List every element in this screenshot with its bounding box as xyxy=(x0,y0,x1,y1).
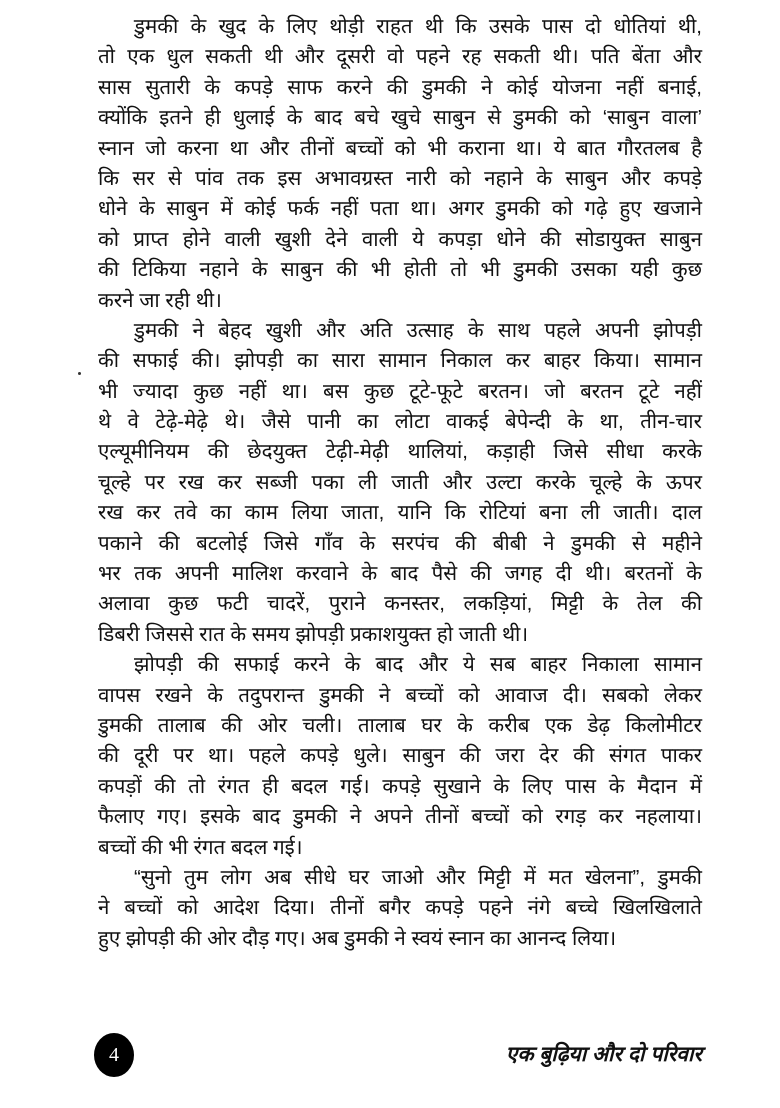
text-line: “सुनो तुम लोग अब सीधे घर जाओ और मिट्टी में मत खेलना”, डुमकी xyxy=(134,865,702,889)
text-line: झोपड़ी की सफाई करने के बाद और ये सब बाहर निकाला सामान xyxy=(134,653,702,677)
text-line: भी ज्यादा कुछ नहीं था। बस कुछ टूटे-फूटे बरतन। जो बरतन टूटे नहीं xyxy=(98,379,702,403)
text-line: डुमकी के खुद के लिए थोड़ी राहत थी कि उसके पास दो धोतियां थी, xyxy=(134,15,702,38)
text-line: की सफाई की। झोपड़ी का सारा सामान निकाल कर बाहर किया। सामान xyxy=(98,349,702,373)
text-line: डुमकी ने बेहद खुशी और अति उत्साह के साथ पहले अपनी झोपड़ी xyxy=(134,318,702,342)
text-line: पकाने की बटलोई जिसे गाँव के सरपंच की बीबी ने डुमकी से महीने xyxy=(98,531,702,555)
page-number-badge xyxy=(94,1033,134,1077)
text-line: डिबरी जिससे रात के समय झोपड़ी प्रकाशयुक्त हो जाती थी। xyxy=(98,622,529,646)
text-line: बच्चों की भी रंगत बदल गई। xyxy=(98,835,303,859)
text-line: कि सर से पांव तक इस अभावग्रस्त नारी को नहाने के साबुन और कपड़े xyxy=(98,166,702,190)
text-line: थे वे टेढ़े-मेढ़े थे। जैसे पानी का लोटा वाकई बेपेन्दी के था, तीन-चार xyxy=(98,410,702,434)
paragraph xyxy=(98,650,702,863)
text-line: की टिकिया नहाने के साबुन की भी होती तो भी डुमकी उसका यही कुछ xyxy=(98,258,702,282)
text-line: डुमकी तालाब की ओर चली। तालाब घर के करीब एक डेढ़ किलोमीटर xyxy=(98,713,702,737)
body-text xyxy=(98,12,702,954)
text-line: की दूरी पर था। पहले कपड़े धुले। साबुन की जरा देर की संगत पाकर xyxy=(98,744,702,768)
text-line: हुए झोपड़ी की ओर दौड़ गए। अब डुमकी ने स्वयं स्नान का आनन्द लिया। xyxy=(98,926,617,950)
text-line: कपड़ों की तो रंगत ही बदल गई। कपड़े सुखाने के लिए पास के मैदान में xyxy=(98,774,702,798)
paragraph xyxy=(98,863,702,954)
text-line: क्योंकि इतने ही धुलाई के बाद बचे खुचे साबुन से डुमकी को ‘साबुन वाला’ xyxy=(98,106,702,130)
text-line: तो एक धुल सकती थी और दूसरी वो पहने रह सकती थी। पति बेंता और xyxy=(98,45,702,69)
text-line: एल्यूमीनियम की छेदयुक्त टेढ़ी-मेढ़ी थालियां, कड़ाही जिसे सीधा करके xyxy=(98,440,702,464)
text-line: वापस रखने के तदुपरान्त डुमकी ने बच्चों को आवाज दी। सबको लेकर xyxy=(98,683,702,707)
text-line: भर तक अपनी मालिश करवाने के बाद पैसे की जगह दी थी। बरतनों के xyxy=(98,562,702,586)
text-line: सास सुतारी के कपड़े साफ करने की डुमकी ने कोई योजना नहीं बनाई, xyxy=(98,75,702,99)
text-line: चूल्हे पर रख कर सब्जी पका ली जाती और उल्टा करके चूल्हे के ऊपर xyxy=(98,470,702,494)
running-title: एक बुढ़िया और दो परिवार xyxy=(505,1043,702,1066)
text-line: फैलाए गए। इसके बाद डुमकी ने अपने तीनों बच्चों को रगड़ कर नहलाया। xyxy=(98,805,702,829)
text-line: रख कर तवे का काम लिया जाता, यानि कि रोटियां बना ली जाती। दाल xyxy=(98,501,702,525)
paragraph xyxy=(98,12,702,316)
text-line: स्नान जो करना था और तीनों बच्चों को भी कराना था। ये बात गौरतलब है xyxy=(98,136,702,160)
text-line: ने बच्चों को आदेश दिया। तीनों बगैर कपड़े पहने नंगे बच्चे खिलखिलाते xyxy=(98,896,702,920)
text-line: धोने के साबुन में कोई फर्क नहीं पता था। अगर डुमकी को गढ़े हुए खजाने xyxy=(98,197,702,221)
text-line: को प्राप्त होने वाली खुशी देने वाली ये कपड़ा धोने की सोडायुक्त साबुन xyxy=(98,227,702,251)
stray-mark xyxy=(78,372,81,375)
page-number: 4 xyxy=(109,1043,119,1066)
text-line: करने जा रही थी। xyxy=(98,288,222,312)
paragraph xyxy=(98,316,702,650)
text-line: अलावा कुछ फटी चादरें, पुराने कनस्तर, लकड़ियां, मिट्टी के तेल की xyxy=(98,592,702,616)
